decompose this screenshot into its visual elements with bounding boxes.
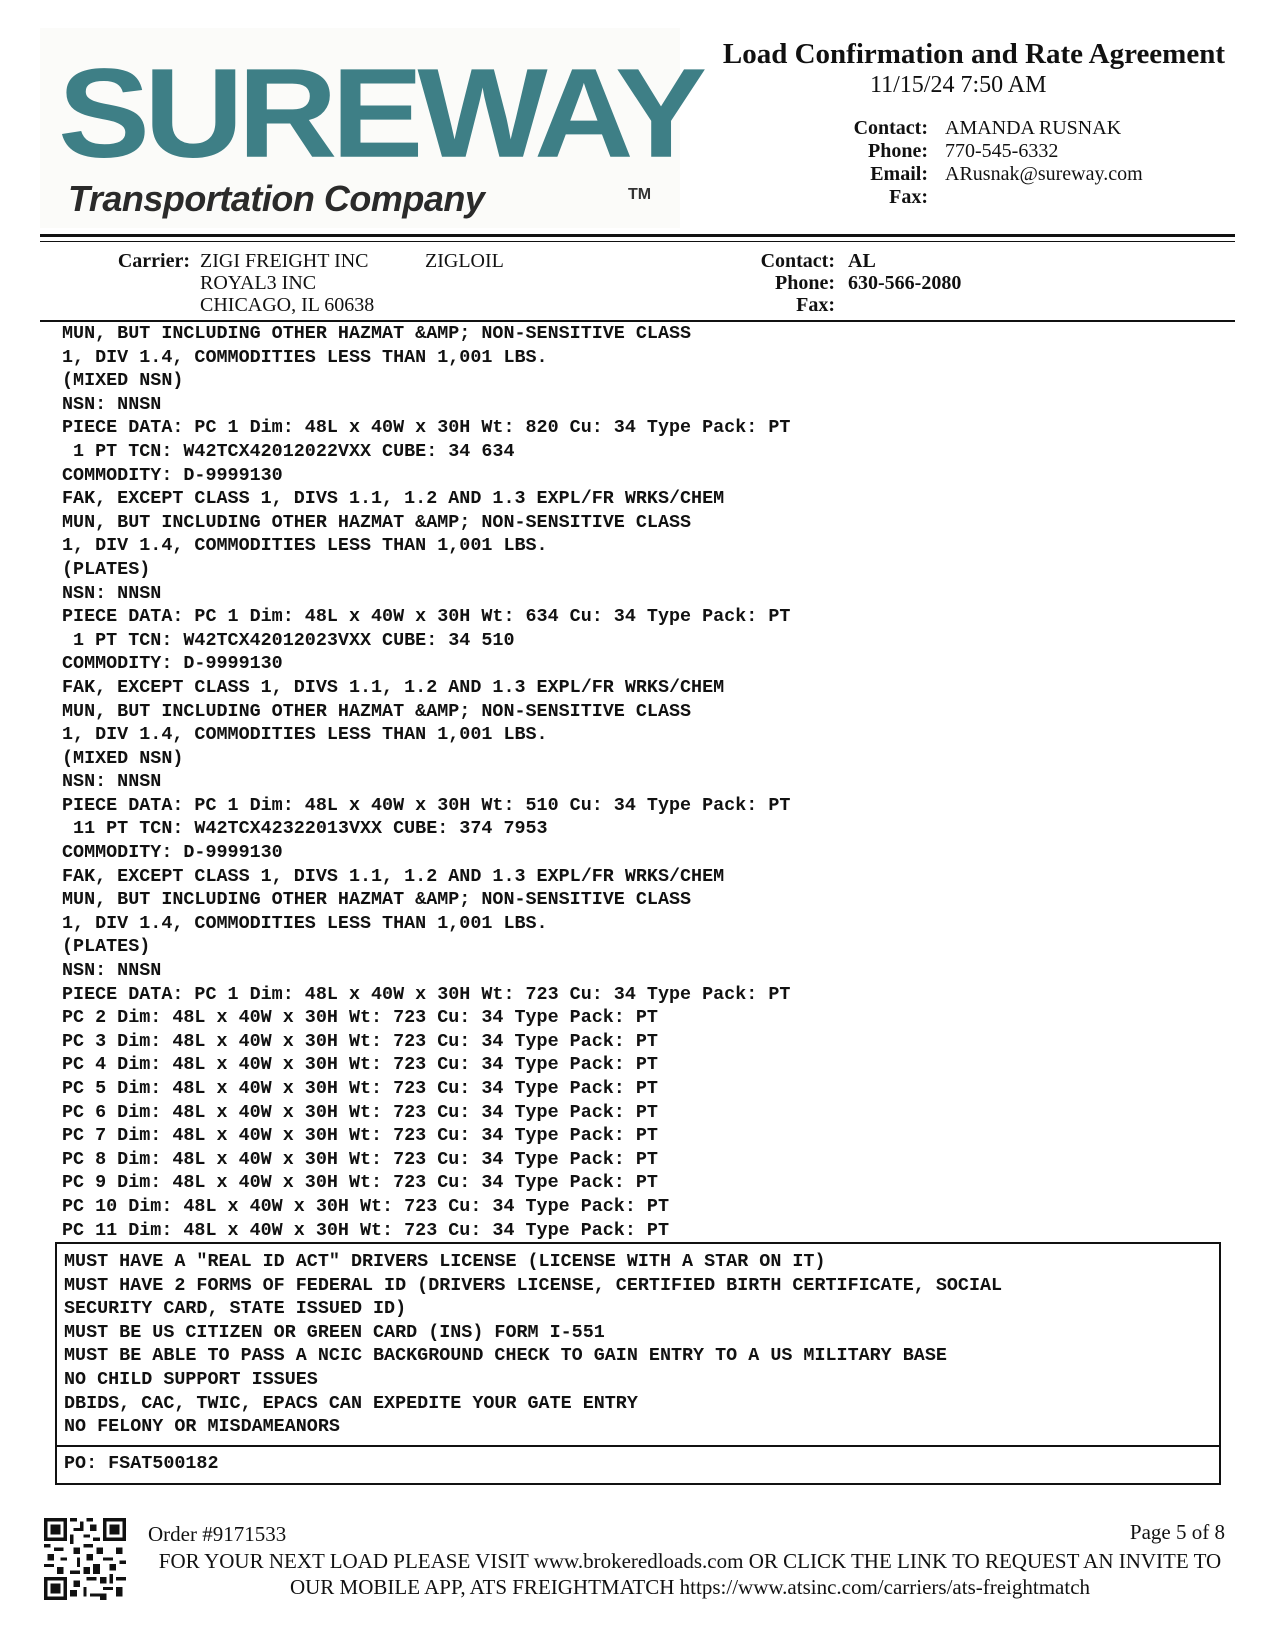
phone-value: 770-545-6332: [945, 140, 1059, 162]
commodity-line: 1 PT TCN: W42TCX42012023VXX CUBE: 34 510: [62, 629, 515, 651]
carrier-label: Carrier:: [117, 250, 190, 272]
requirements-box: [55, 1242, 1221, 1485]
commodity-line: NSN: NNSN: [62, 960, 162, 982]
contact-label: Contact:: [853, 117, 928, 139]
carrier-phone-label: Phone:: [775, 272, 835, 294]
commodity-line: (PLATES): [62, 558, 151, 580]
page-number: Page 5 of 8: [1129, 1520, 1225, 1544]
commodity-line: PIECE DATA: PC 1 Dim: 48L x 40W x 30H Wt: 634 Cu: 34 Type Pack: PT: [62, 606, 791, 628]
commodity-line: 1, DIV 1.4, COMMODITIES LESS THAN 1,001 LBS.: [62, 724, 548, 746]
carrier-fax-label: Fax:: [796, 294, 835, 316]
po-number: PO: FSAT500182: [64, 1453, 219, 1474]
commodity-line: NSN: NNSN: [62, 771, 162, 793]
commodity-line: PC 8 Dim: 48L x 40W x 30H Wt: 723 Cu: 34 Type Pack: PT: [62, 1148, 658, 1170]
commodity-line: PC 3 Dim: 48L x 40W x 30H Wt: 723 Cu: 34 Type Pack: PT: [62, 1030, 658, 1052]
commodity-line: (MIXED NSN): [62, 370, 184, 392]
phone-label: Phone:: [868, 140, 928, 162]
header-divider: [40, 234, 1235, 237]
fax-label: Fax:: [889, 186, 928, 208]
commodity-line: PC 9 Dim: 48L x 40W x 30H Wt: 723 Cu: 34 Type Pack: PT: [62, 1172, 658, 1194]
broker-contact-block: [0, 117, 1275, 209]
commodity-line: 1, DIV 1.4, COMMODITIES LESS THAN 1,001 LBS.: [62, 346, 548, 368]
contact-value: AMANDA RUSNAK: [945, 117, 1122, 139]
requirement-line: DBIDS, CAC, TWIC, EPACS CAN EXPEDITE YOUR GATE ENTRY: [64, 1392, 638, 1414]
commodity-line: (MIXED NSN): [62, 747, 184, 769]
commodity-line: FAK, EXCEPT CLASS 1, DIVS 1.1, 1.2 AND 1.3 EXPL/FR WRKS/CHEM: [62, 676, 725, 698]
commodity-line: MUN, BUT INCLUDING OTHER HAZMAT &AMP; NON-SENSITIVE CLASS: [62, 323, 692, 344]
document-title: Load Confirmation and Rate Agreement: [722, 38, 1225, 70]
commodity-line: PC 7 Dim: 48L x 40W x 30H Wt: 723 Cu: 34 Type Pack: PT: [62, 1125, 658, 1147]
requirement-line: MUST BE ABLE TO PASS A NCIC BACKGROUND CHECK TO GAIN ENTRY TO A US MILITARY BASE: [64, 1345, 947, 1367]
requirement-line: MUST BE US CITIZEN OR GREEN CARD (INS) FORM I-551: [64, 1321, 605, 1343]
commodity-line: PC 11 Dim: 48L x 40W x 30H Wt: 723 Cu: 34 Type Pack: PT: [62, 1219, 669, 1241]
footer-notice: [150, 1548, 1230, 1600]
requirement-line: NO FELONY OR MISDAMEANORS: [64, 1416, 340, 1438]
commodity-line: COMMODITY: D-9999130: [62, 653, 283, 675]
carrier-line2: ROYAL3 INC: [200, 272, 317, 294]
carrier-name: ZIGI FREIGHT INC: [200, 250, 369, 272]
email-label: Email:: [870, 163, 928, 185]
order-number: Order #9171533: [148, 1522, 287, 1546]
commodity-line: (PLATES): [62, 936, 151, 958]
requirement-line: SECURITY CARD, STATE ISSUED ID): [64, 1298, 407, 1320]
commodity-line: NSN: NNSN: [62, 393, 162, 415]
commodity-line: COMMODITY: D-9999130: [62, 464, 283, 486]
commodity-line: NSN: NNSN: [62, 582, 162, 604]
carrier-block: [0, 250, 1275, 320]
carrier-code: ZIGLOIL: [425, 250, 504, 272]
requirements-list: [64, 1250, 1002, 1439]
carrier-contact-label: Contact:: [760, 250, 835, 272]
logo-trademark: TM: [628, 186, 652, 203]
commodity-line: FAK, EXCEPT CLASS 1, DIVS 1.1, 1.2 AND 1.3 EXPL/FR WRKS/CHEM: [62, 865, 725, 887]
requirement-line: MUST HAVE A "REAL ID ACT" DRIVERS LICENSE (LICENSE WITH A STAR ON IT): [64, 1251, 826, 1272]
logo-wordmark: SUREWAY: [58, 42, 702, 185]
commodity-line: PC 5 Dim: 48L x 40W x 30H Wt: 723 Cu: 34 Type Pack: PT: [62, 1078, 658, 1099]
commodity-line: PIECE DATA: PC 1 Dim: 48L x 40W x 30H Wt: 820 Cu: 34 Type Pack: PT: [62, 417, 791, 439]
requirements-divider: [57, 1445, 1219, 1447]
footer-line-2: OUR MOBILE APP, ATS FREIGHTMATCH https://www.atsinc.com/carriers/ats-freightmatch: [289, 1575, 1091, 1599]
document-date: 11/15/24 7:50 AM: [870, 72, 1047, 98]
commodity-line: MUN, BUT INCLUDING OTHER HAZMAT &AMP; NON-SENSITIVE CLASS: [62, 511, 692, 533]
commodity-line: PC 6 Dim: 48L x 40W x 30H Wt: 723 Cu: 34 Type Pack: PT: [62, 1101, 658, 1123]
commodity-line: MUN, BUT INCLUDING OTHER HAZMAT &AMP; NON-SENSITIVE CLASS: [62, 700, 692, 722]
commodity-line: MUN, BUT INCLUDING OTHER HAZMAT &AMP; NON-SENSITIVE CLASS: [62, 889, 692, 911]
commodity-line: PC 4 Dim: 48L x 40W x 30H Wt: 723 Cu: 34 Type Pack: PT: [62, 1054, 658, 1076]
header-divider-thin: [40, 241, 1235, 242]
commodity-line: 1 PT TCN: W42TCX42012022VXX CUBE: 34 634: [62, 440, 515, 462]
requirement-line: MUST HAVE 2 FORMS OF FEDERAL ID (DRIVERS LICENSE, CERTIFIED BIRTH CERTIFICATE, SOCIAL: [64, 1274, 1003, 1296]
email-value: ARusnak@sureway.com: [945, 163, 1143, 185]
logo-subtitle: Transportation Company: [68, 178, 485, 219]
requirement-line: NO CHILD SUPPORT ISSUES: [64, 1368, 318, 1390]
carrier-address: CHICAGO, IL 60638: [200, 294, 375, 316]
qr-code: [44, 1518, 126, 1600]
commodity-line: 11 PT TCN: W42TCX42322013VXX CUBE: 374 7953: [62, 818, 548, 840]
commodity-line: FAK, EXCEPT CLASS 1, DIVS 1.1, 1.2 AND 1.3 EXPL/FR WRKS/CHEM: [62, 488, 725, 510]
commodity-line: 1, DIV 1.4, COMMODITIES LESS THAN 1,001 LBS.: [62, 535, 548, 557]
commodity-line: COMMODITY: D-9999130: [62, 842, 283, 864]
commodity-line: PIECE DATA: PC 1 Dim: 48L x 40W x 30H Wt: 723 Cu: 34 Type Pack: PT: [62, 983, 791, 1005]
commodity-line: PC 10 Dim: 48L x 40W x 30H Wt: 723 Cu: 34 Type Pack: PT: [62, 1195, 669, 1217]
footer-line-1: FOR YOUR NEXT LOAD PLEASE VISIT www.brokeredloads.com OR CLICK THE LINK TO REQUEST AN INVITE TO: [158, 1549, 1222, 1573]
carrier-phone-value: 630-566-2080: [848, 272, 962, 294]
commodity-line: 1, DIV 1.4, COMMODITIES LESS THAN 1,001 LBS.: [62, 912, 548, 934]
carrier-contact-value: AL: [848, 250, 876, 272]
commodity-details: [62, 322, 790, 1242]
commodity-line: PC 2 Dim: 48L x 40W x 30H Wt: 723 Cu: 34 Type Pack: PT: [62, 1007, 658, 1029]
commodity-line: PIECE DATA: PC 1 Dim: 48L x 40W x 30H Wt: 510 Cu: 34 Type Pack: PT: [62, 794, 791, 816]
